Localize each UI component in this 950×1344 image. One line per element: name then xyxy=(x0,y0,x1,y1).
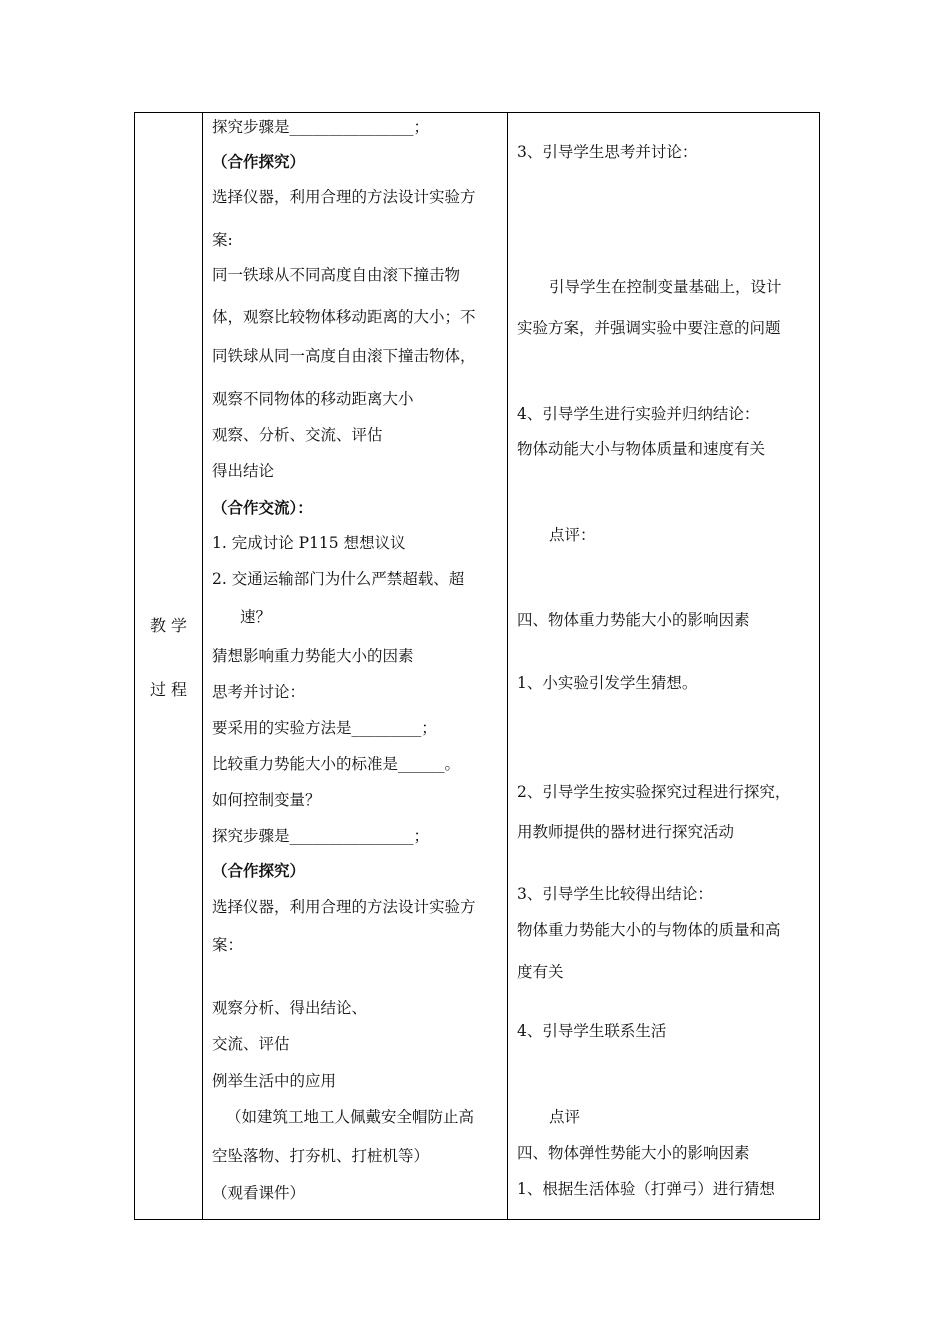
text-line: 1、根据生活体验（打弹弓）进行猜想 xyxy=(517,1180,775,1198)
text-line: 思考并讨论： xyxy=(212,683,306,701)
text-line: 观察、分析、交流、评估 xyxy=(212,426,383,444)
text-line: 选择仪器，利用合理的方法设计实验方 xyxy=(212,188,476,206)
text-line: 物体动能大小与物体质量和速度有关 xyxy=(517,440,766,458)
text-line: 实验方案，并强调实验中要注意的问题 xyxy=(517,319,781,337)
section-heading: （合作探究） xyxy=(212,861,306,880)
text-line: 1、小实验引发学生猜想。 xyxy=(517,674,698,692)
section-heading: （合作探究） xyxy=(212,152,306,171)
text-line: 得出结论 xyxy=(212,462,275,480)
text-line: （观看课件） xyxy=(212,1184,306,1202)
section-label-line1: 教 学 xyxy=(149,616,188,635)
text-line: 度有关 xyxy=(517,963,564,981)
text-line: 点评 xyxy=(549,1108,581,1126)
text-line: 交流、评估 xyxy=(212,1035,290,1053)
text-line: 要采用的实验方法是_________； xyxy=(212,719,437,737)
text-line: 四、物体弹性势能大小的影响因素 xyxy=(517,1144,750,1162)
text-line: 探究步骤是________________； xyxy=(212,118,430,136)
text-line: 空坠落物、打夯机、打桩机等） xyxy=(212,1147,430,1165)
text-line: 体，观察比较物体移动距离的大小；不 xyxy=(212,308,476,326)
text-line: 如何控制变量？ xyxy=(212,791,321,809)
text-line: 探究步骤是________________； xyxy=(212,827,430,845)
text-line: 点评： xyxy=(549,526,596,544)
text-line: 同铁球从同一高度自由滚下撞击物体， xyxy=(212,347,476,365)
text-line: 4、引导学生进行实验并归纳结论： xyxy=(517,405,760,423)
text-line: 猜想影响重力势能大小的因素 xyxy=(212,647,414,665)
text-line: 四、物体重力势能大小的影响因素 xyxy=(517,611,750,629)
text-line: 选择仪器，利用合理的方法设计实验方 xyxy=(212,898,476,916)
text-line: 2、引导学生按实验探究过程进行探究， xyxy=(517,783,791,801)
text-line: 速？ xyxy=(240,608,272,626)
section-heading: （合作交流）： xyxy=(212,498,313,517)
list-item: 1. 完成讨论 P115 想想议议 xyxy=(212,534,406,552)
list-item: 2. 交通运输部门为什么严禁超载、超 xyxy=(212,570,465,588)
section-label-line2: 过 程 xyxy=(149,680,188,699)
text-line: 引导学生在控制变量基础上，设计 xyxy=(549,278,782,296)
column-divider-1 xyxy=(202,113,203,1219)
text-line: 比较重力势能大小的标准是______。 xyxy=(212,755,461,773)
text-line: 例举生活中的应用 xyxy=(212,1072,337,1090)
text-line: 案： xyxy=(212,936,244,954)
lesson-table xyxy=(134,112,820,1220)
column-divider-2 xyxy=(507,113,508,1219)
text-line: 案: xyxy=(212,231,233,249)
text-line: 同一铁球从不同高度自由滚下撞击物 xyxy=(212,266,461,284)
text-line: 物体重力势能大小的与物体的质量和高 xyxy=(517,921,781,939)
text-line: 观察不同物体的移动距离大小 xyxy=(212,390,414,408)
text-line: 3、引导学生思考并讨论： xyxy=(517,143,698,161)
text-line: （如建筑工地工人佩戴安全帽防止高 xyxy=(226,1108,475,1126)
text-line: 4、引导学生联系生活 xyxy=(517,1022,667,1040)
text-line: 3、引导学生比较得出结论： xyxy=(517,885,713,903)
text-line: 观察分析、得出结论、 xyxy=(212,999,368,1017)
text-line: 用教师提供的器材进行探究活动 xyxy=(517,823,735,841)
